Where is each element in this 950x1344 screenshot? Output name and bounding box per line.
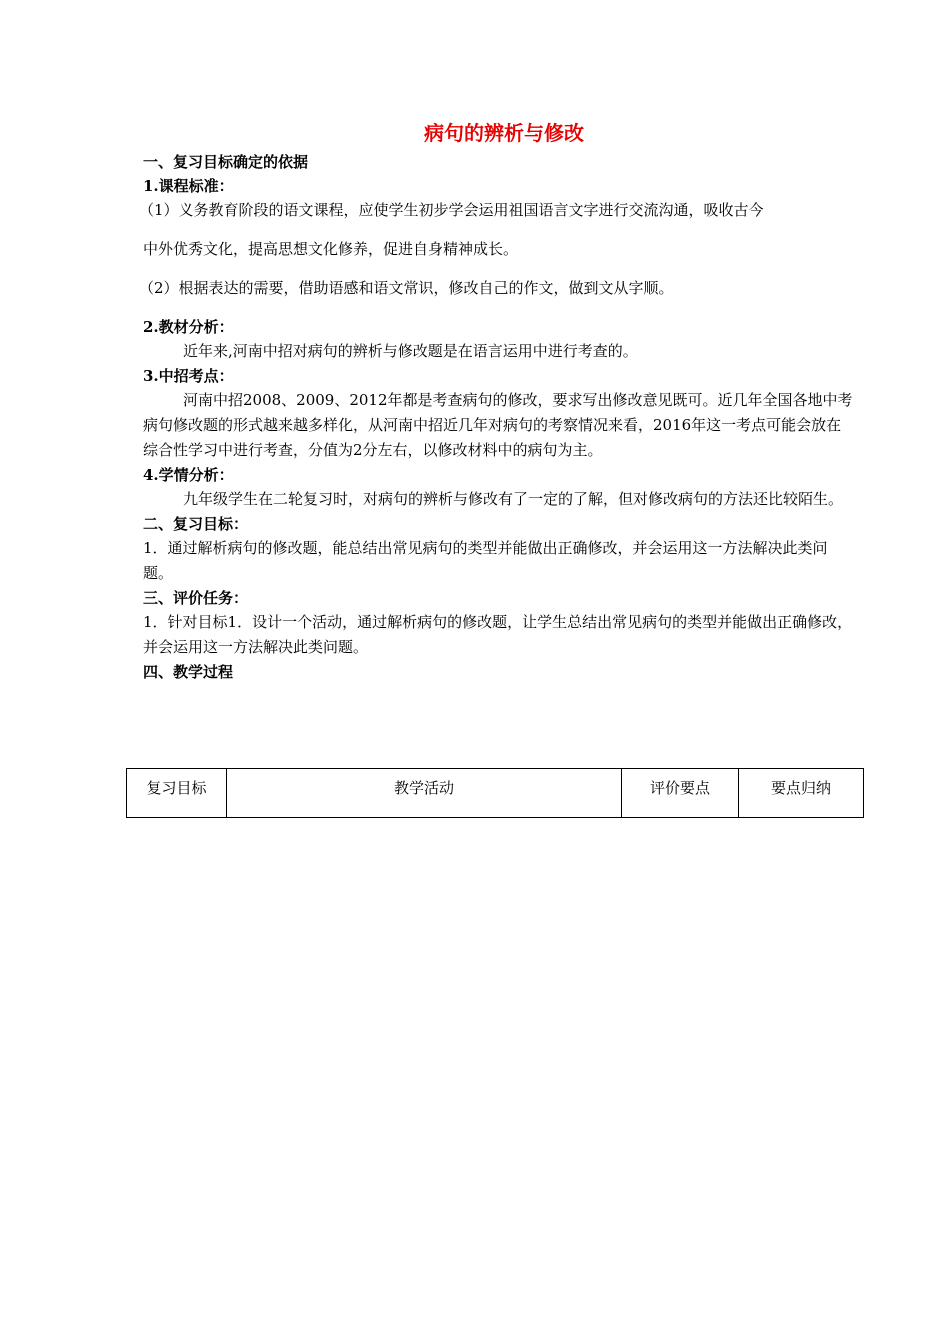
- teaching-process-table: [126, 768, 864, 818]
- exam-points-text: 河南中招2008、2009、2012年都是考查病句的修改，要求写出修改意见既可。近几年全国各地中考病句修改题的形式越来越多样化，从河南中招近几年对病句的考察情况来看，2016年这一考点可能会放在综合性学习中进行考查，分值为2分左右，以修改材料中的病句为主。: [143, 391, 853, 459]
- section-4-heading: 四、教学过程: [143, 663, 234, 681]
- student-analysis-heading: 4.学情分析：: [143, 466, 234, 484]
- evaluation-task-text: 1．针对目标1．设计一个活动，通过解析病句的修改题，让学生总结出常见病句的类型并能做出正确修改，并会运用这一方法解决此类问题。: [143, 613, 853, 656]
- student-analysis-text: 九年级学生在二轮复习时，对病句的辨析与修改有了一定的了解，但对修改病句的方法还比较陌生。: [183, 490, 844, 508]
- document-body: [139, 120, 855, 684]
- review-goal-text: 1．通过解析病句的修改题，能总结出常见病句的类型并能做出正确修改，并会运用这一方法解决此类问题。: [143, 539, 828, 582]
- standard-paragraph-2: （2）根据表达的需要，借助语感和语文常识，修改自己的作文，做到文从字顺。: [139, 279, 674, 297]
- table-header-evaluation-points: 评价要点: [622, 769, 739, 817]
- table-header-teaching-activity: 教学活动: [227, 769, 622, 817]
- section-2-heading: 二、复习目标：: [143, 515, 249, 533]
- section-1-heading: 一、复习目标确定的依据: [143, 153, 309, 171]
- standard-paragraph-1-line-2: 中外优秀文化，提高思想文化修养，促进自身精神成长。: [143, 240, 519, 258]
- table-header-review-goal: 复习目标: [127, 769, 227, 817]
- document-title: 病句的辨析与修改: [424, 121, 584, 145]
- table-header-key-summary: 要点归纳: [770, 779, 831, 797]
- exam-points-heading: 3.中招考点：: [143, 367, 234, 385]
- curriculum-standard-heading: 1.课程标准：: [143, 177, 234, 195]
- section-3-heading: 三、评价任务：: [143, 589, 249, 607]
- textbook-analysis-heading: 2.教材分析：: [143, 318, 234, 336]
- standard-paragraph-1-line-1: （1）义务教育阶段的语文课程，应使学生初步学会运用祖国语言文字进行交流沟通，吸收古今: [139, 201, 764, 219]
- textbook-analysis-text: 近年来,河南中招对病句的辨析与修改题是在语言运用中进行考查的。: [183, 342, 638, 360]
